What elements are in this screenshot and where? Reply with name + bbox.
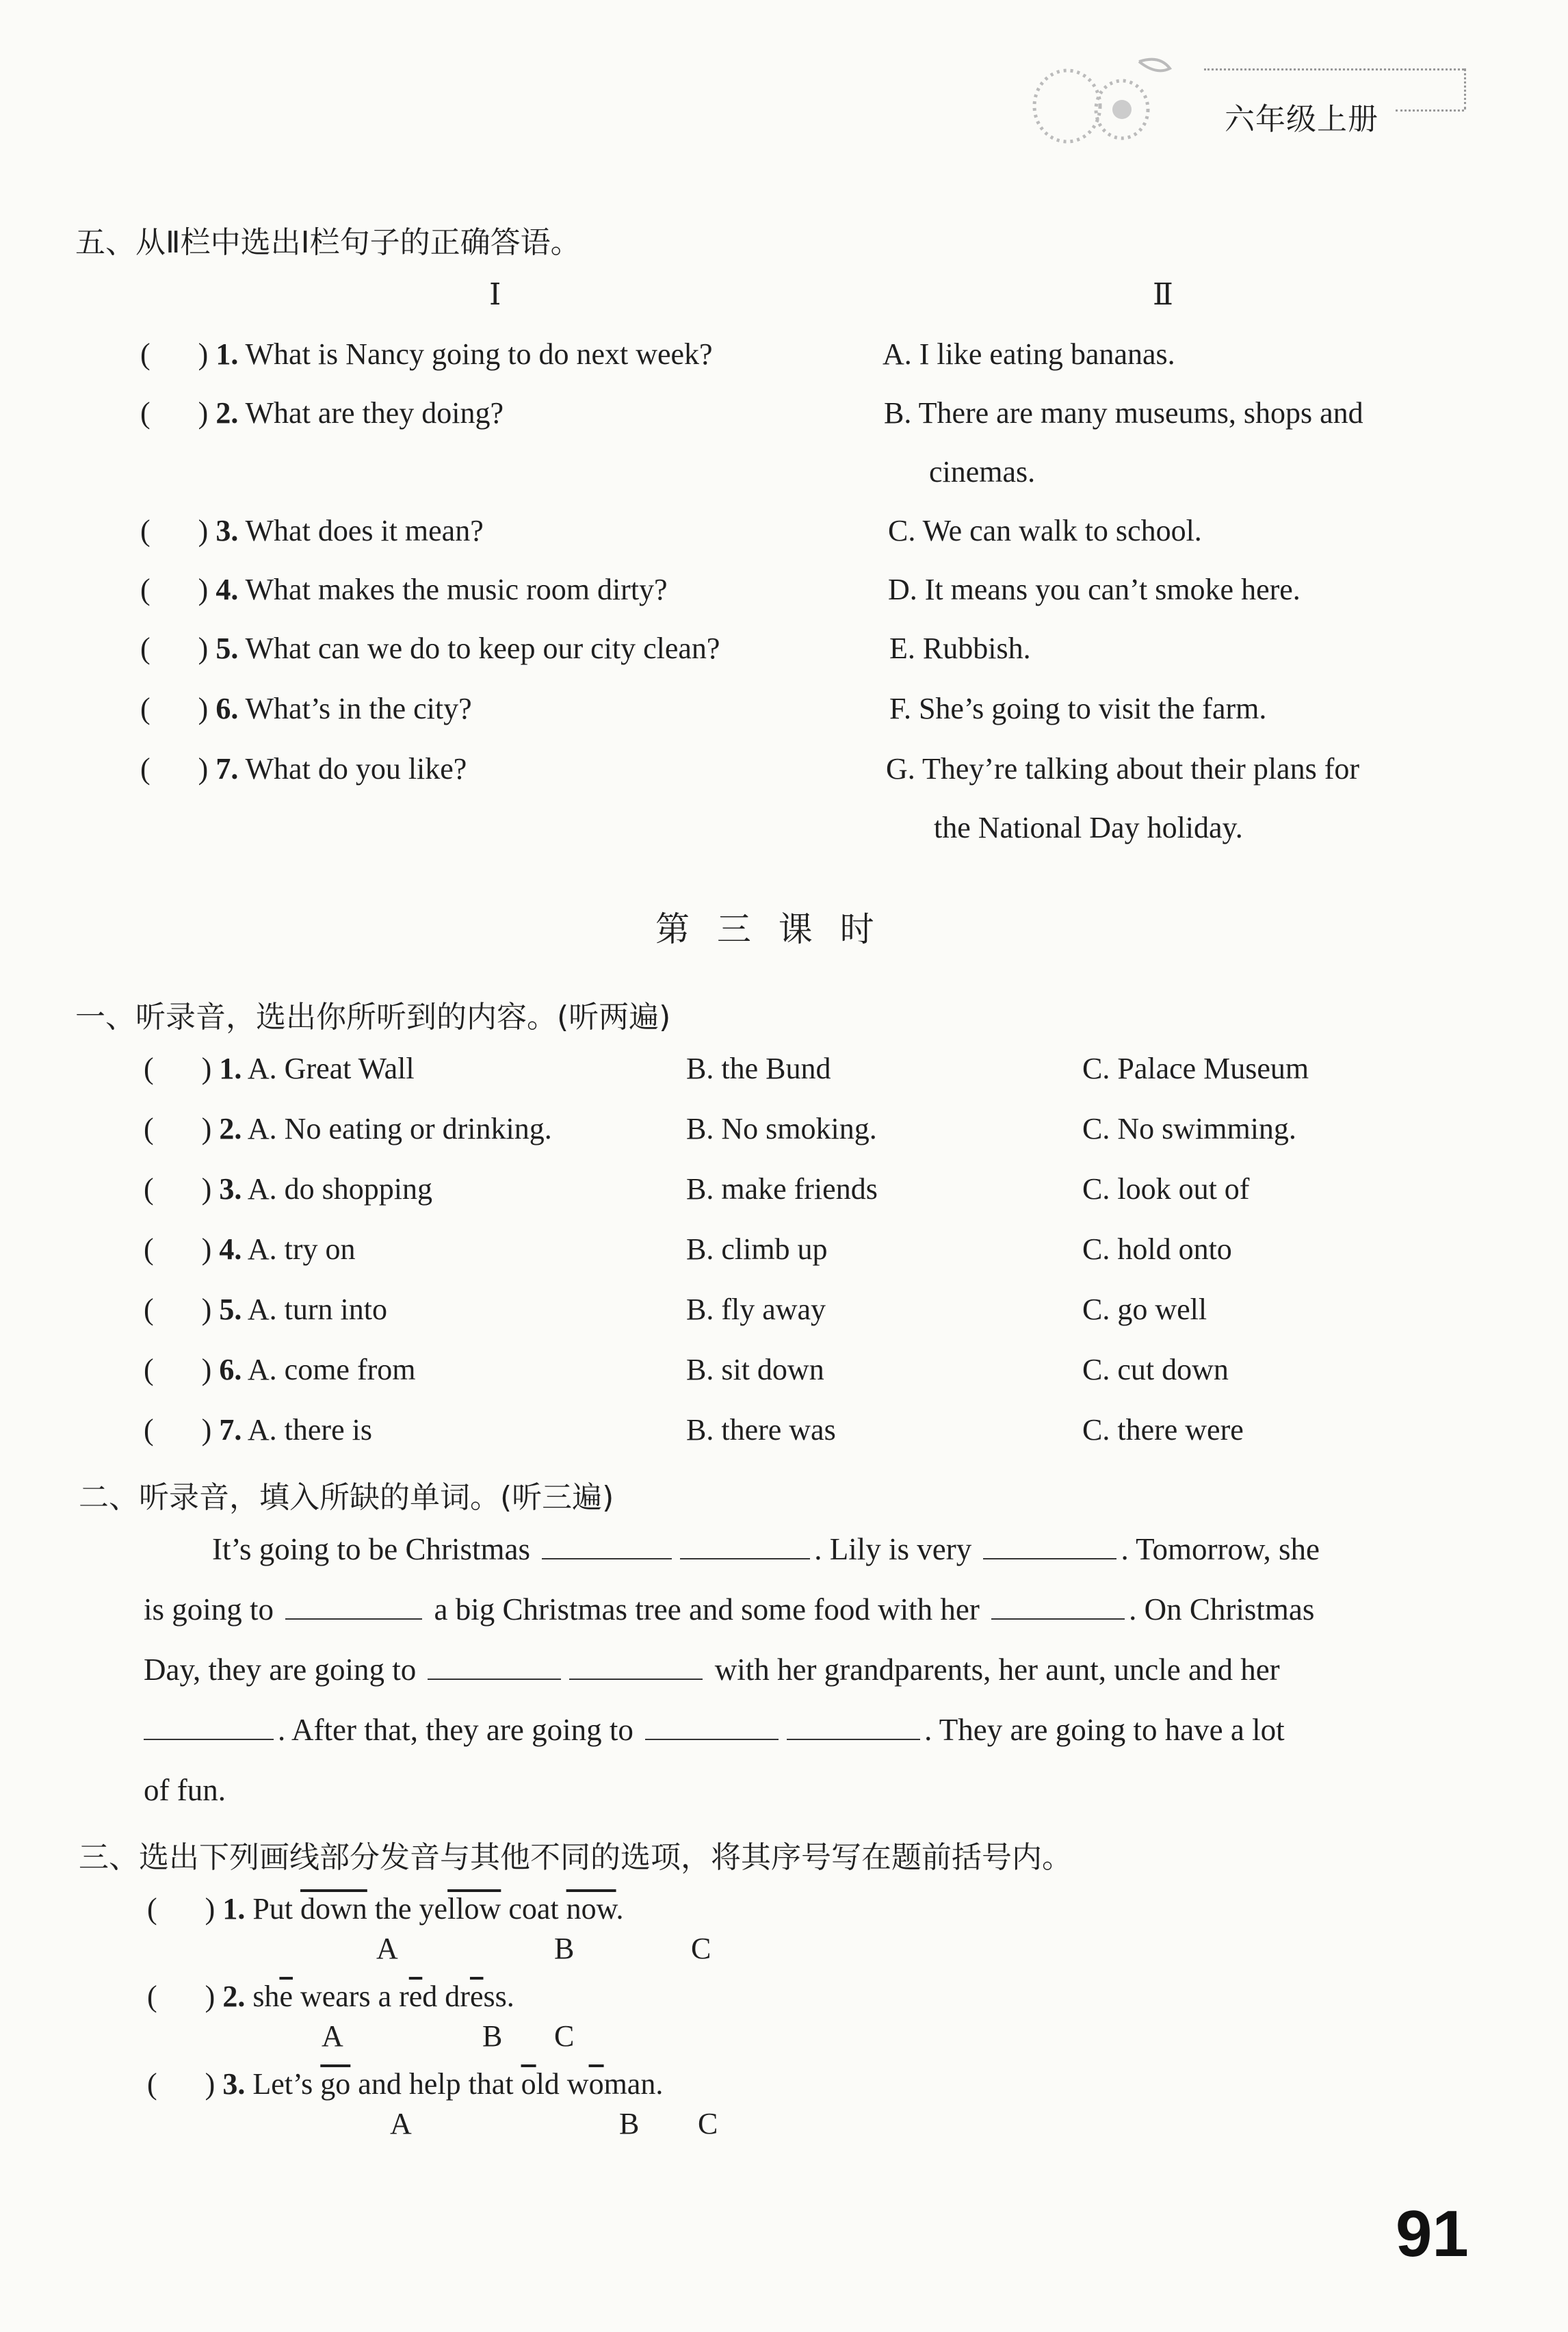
section2-title: 二、听录音，填入所缺的单词。(听三遍) bbox=[79, 1480, 614, 1515]
passage-line: of fun. bbox=[144, 1773, 226, 1807]
list-item: D. It means you can’t smoke here. bbox=[888, 573, 1301, 606]
list-item-cont: cinemas. bbox=[929, 455, 1036, 489]
option-c: C. Palace Museum bbox=[1082, 1052, 1309, 1085]
option-c: C. hold onto bbox=[1082, 1232, 1232, 1266]
list-item: E. Rubbish. bbox=[889, 632, 1031, 665]
header-grade: 六年级上册 bbox=[1225, 102, 1378, 137]
page-number: 91 bbox=[1396, 2197, 1469, 2270]
passage-line: is going to a big Christmas tree and some food with her . On Christmas bbox=[144, 1592, 1315, 1627]
list-item: ( ) 2. What are they doing? bbox=[140, 396, 504, 430]
passage-line: . After that, they are going to . They are going to have a lot bbox=[144, 1712, 1285, 1748]
column-2-header: Ⅱ bbox=[1153, 278, 1173, 311]
question-number: ( ) 4. A. try on bbox=[144, 1232, 356, 1266]
header-rule-bottom bbox=[1396, 109, 1464, 112]
list-item: G. They’re talking about their plans for bbox=[886, 752, 1360, 786]
label-c: C bbox=[698, 2107, 718, 2140]
question-number: ( ) 6. A. come from bbox=[144, 1353, 416, 1386]
option-c: C. go well bbox=[1082, 1293, 1207, 1326]
header-logo-icon bbox=[1019, 41, 1197, 151]
label-a: A bbox=[322, 2019, 343, 2053]
option-c: C. there were bbox=[1082, 1413, 1244, 1447]
question-line: ( ) 1. Put down the yellow coat $\overline{now}$. bbox=[147, 1892, 624, 1926]
option-b: B. climb up bbox=[686, 1232, 828, 1266]
passage-line: It’s going to be Christmas . Lily is very . Tomorrow, she bbox=[212, 1532, 1320, 1566]
option-c: C. No swimming. bbox=[1082, 1112, 1296, 1145]
header-rule bbox=[1204, 68, 1464, 70]
label-a: A bbox=[390, 2107, 412, 2140]
label-c: C bbox=[691, 1932, 711, 1965]
question-number: ( ) 5. A. turn into bbox=[144, 1293, 387, 1326]
option-b: B. the Bund bbox=[686, 1052, 831, 1085]
option-c: C. cut down bbox=[1082, 1353, 1229, 1386]
list-item: ( ) 3. What does it mean? bbox=[140, 514, 484, 547]
list-item-cont: the National Day holiday. bbox=[934, 811, 1243, 844]
list-item: ( ) 1. What is Nancy going to do next week? bbox=[140, 337, 713, 371]
option-b: B. No smoking. bbox=[686, 1112, 877, 1145]
question-number: ( ) 3. A. do shopping bbox=[144, 1172, 433, 1206]
list-item: ( ) 6. What’s in the city? bbox=[140, 692, 472, 725]
question-number: ( ) 2. A. No eating or drinking. bbox=[144, 1112, 552, 1145]
question-number: ( ) 1. A. Great Wall bbox=[144, 1052, 415, 1085]
question-number: ( ) 7. A. there is bbox=[144, 1413, 372, 1447]
list-item: C. We can walk to school. bbox=[888, 514, 1202, 547]
option-b: B. sit down bbox=[686, 1353, 824, 1386]
section1-title: 一、听录音，选出你所听到的内容。(听两遍) bbox=[75, 1000, 671, 1035]
section5-title: 五、从Ⅱ栏中选出Ⅰ栏句子的正确答语。 bbox=[75, 225, 581, 260]
question-line: ( ) 3. Let’s $\overline{go}$ and help that $\overline{o}ld$ $w\overline{o}man$. bbox=[147, 2067, 664, 2101]
option-c: C. look out of bbox=[1082, 1172, 1250, 1206]
list-item: A. I like eating bananas. bbox=[883, 337, 1175, 371]
list-item: ( ) 5. What can we do to keep our city clean? bbox=[140, 632, 720, 665]
list-item: B. There are many museums, shops and bbox=[884, 396, 1363, 430]
section3-title: 三、选出下列画线部分发音与其他不同的选项，将其序号写在题前括号内。 bbox=[79, 1840, 1072, 1875]
label-c: C bbox=[554, 2019, 575, 2053]
column-1-header: Ⅰ bbox=[489, 278, 501, 311]
label-b: B bbox=[482, 2019, 503, 2053]
question-line: ( ) 2. $sh\overline{e}$ wears a $r\overline{e}d$ $dr\overline{e}ss$. bbox=[147, 1980, 514, 2013]
header-rule-side bbox=[1464, 68, 1466, 109]
passage-line: Day, they are going to with her grandparents, her aunt, uncle and her bbox=[144, 1653, 1280, 1687]
option-b: B. make friends bbox=[686, 1172, 878, 1206]
label-a: A bbox=[376, 1932, 398, 1965]
lesson-title: 第 三 课 时 bbox=[655, 909, 874, 949]
list-item: ( ) 7. What do you like? bbox=[140, 752, 467, 786]
label-b: B bbox=[619, 2107, 640, 2140]
list-item: ( ) 4. What makes the music room dirty? bbox=[140, 573, 668, 606]
option-b: B. fly away bbox=[686, 1293, 826, 1326]
option-b: B. there was bbox=[686, 1413, 836, 1447]
list-item: F. She’s going to visit the farm. bbox=[889, 692, 1267, 725]
label-b: B bbox=[554, 1932, 575, 1965]
